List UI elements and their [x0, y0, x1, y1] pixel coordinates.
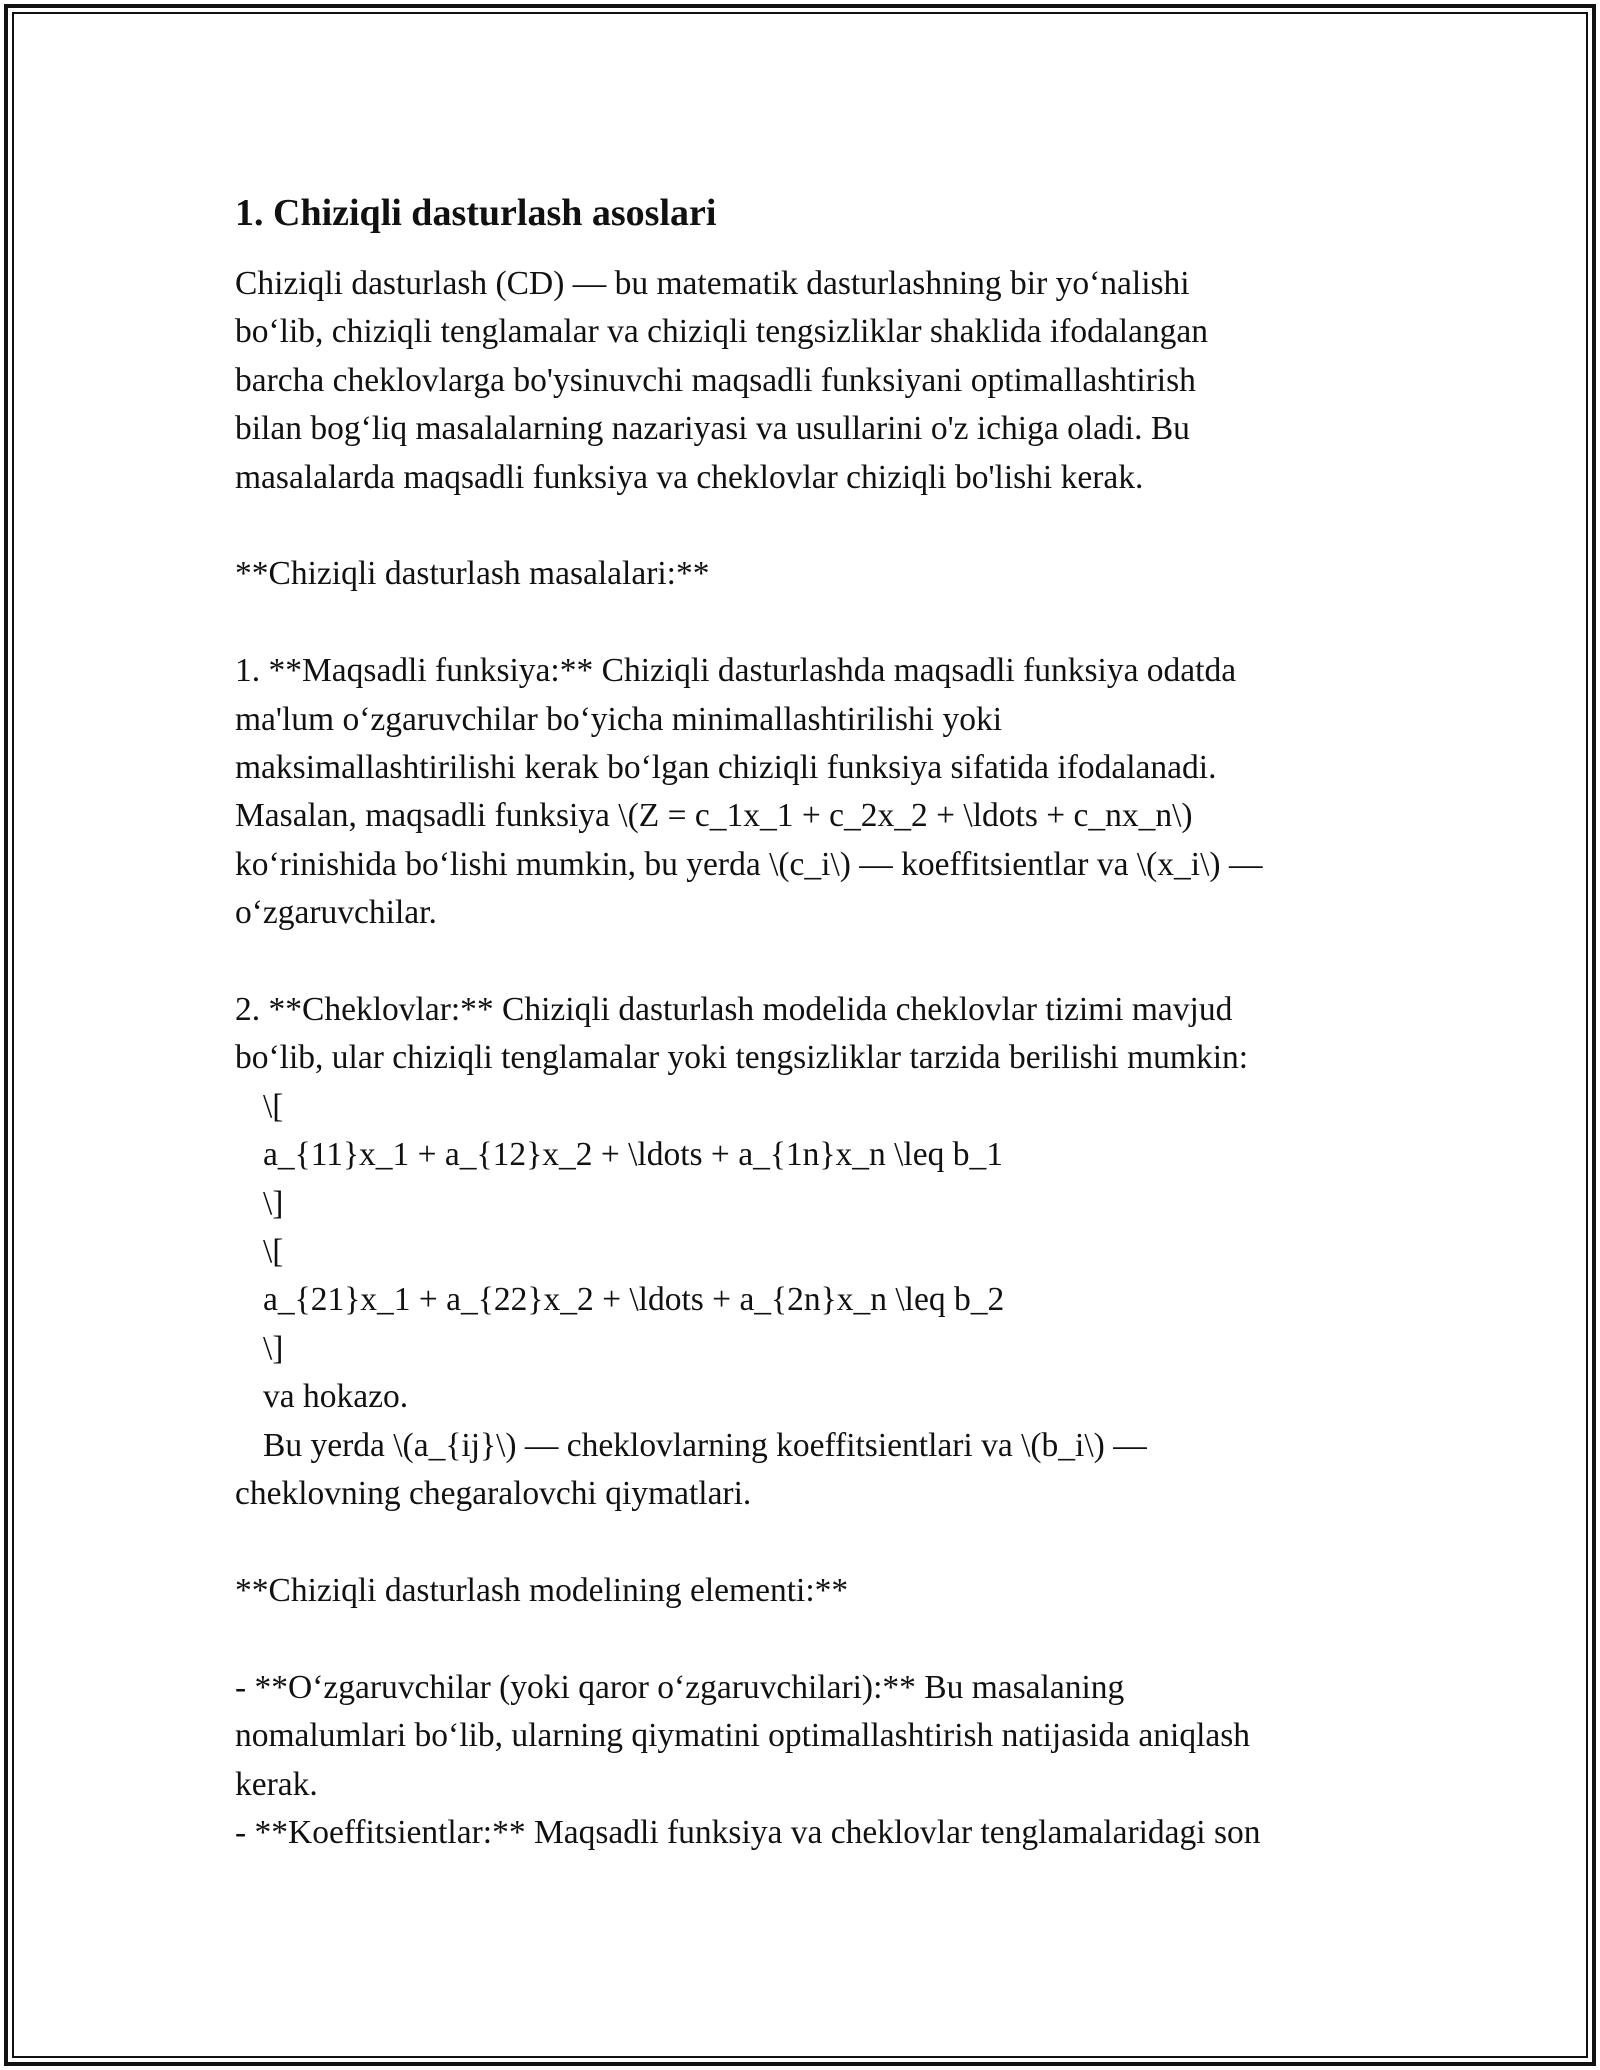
item-line: maksimallashtirilishi kerak bo‘lgan chiziqli funksiya sifatida ifodalanadi.	[235, 749, 1217, 787]
formula-line: \[	[263, 1087, 284, 1125]
item-line: ko‘rinishida bo‘lishi mumkin, bu yerda \(c_i\) — koeffitsientlar va \(x_i\) —	[235, 845, 1263, 883]
formula-line: va hokazo.	[263, 1378, 409, 1416]
formula-line: a_{11}x_1 + a_{12}x_2 + \ldots + a_{1n}x_n \leq b_1	[263, 1136, 1003, 1174]
intro-line: bilan bog‘liq masalalarning nazariyasi va usullarini o'z ichiga oladi. Bu	[235, 410, 1190, 448]
spacer	[235, 1615, 1365, 1663]
bullet-line: - **Koeffitsientlar:** Maqsadli funksiya va cheklovlar tenglamalaridagi son	[235, 1813, 1261, 1851]
list-item-constraints	[235, 986, 1365, 1518]
bullet-line: - **O‘zgaruvchilar (yoki qaror o‘zgaruvchilari):** Bu masalaning	[235, 1668, 1125, 1706]
intro-line: masalalarda maqsadli funksiya va cheklovlar chiziqli bo'lishi kerak.	[235, 458, 1144, 496]
formula-line: \]	[263, 1184, 284, 1222]
document-body	[235, 188, 1365, 1857]
section-heading-model-elements: **Chiziqli dasturlash modelining elementi:**	[235, 1571, 849, 1609]
intro-line: bo‘lib, chiziqli tenglamalar va chiziqli tengsizliklar shaklida ifodalangan	[235, 313, 1209, 351]
item-line: 1. **Maqsadli funksiya:** Chiziqli dasturlashda maqsadli funksiya odatda	[235, 652, 1237, 690]
page-title: 1. Chiziqli dasturlash asoslari	[235, 192, 717, 234]
item-line: Masalan, maqsadli funksiya \(Z = c_1x_1 + c_2x_2 + \ldots + c_nx_n\)	[235, 797, 1193, 835]
formula-line: Bu yerda \(a_{ij}\) — cheklovlarning koeffitsientlari va \(b_i\) —	[263, 1426, 1147, 1464]
formula-line: a_{21}x_1 + a_{22}x_2 + \ldots + a_{2n}x_n \leq b_2	[263, 1281, 1005, 1319]
formula-line: \]	[263, 1329, 284, 1367]
spacer	[235, 502, 1365, 550]
constraint-formulas	[235, 1083, 1365, 1470]
list-item-objective-function	[235, 647, 1365, 937]
formula-line: \[	[263, 1233, 284, 1271]
item-line: cheklovning chegaralovchi qiymatlari.	[235, 1475, 752, 1513]
spacer	[235, 599, 1365, 647]
item-line: bo‘lib, ular chiziqli tenglamalar yoki tengsizliklar tarzida berilishi mumkin:	[235, 1039, 1249, 1077]
item-line: ma'lum o‘zgaruvchilar bo‘yicha minimallashtirilishi yoki	[235, 700, 1003, 738]
intro-line: barcha cheklovlarga bo'ysinuvchi maqsadli funksiyani optimallashtirish	[235, 361, 1196, 399]
bullet-item-coefficients	[235, 1809, 1365, 1857]
intro-paragraph	[235, 260, 1365, 502]
bullet-line: kerak.	[235, 1765, 318, 1803]
item-line: o‘zgaruvchilar.	[235, 894, 437, 932]
item-line: 2. **Cheklovlar:** Chiziqli dasturlash modelida cheklovlar tizimi mavjud	[235, 991, 1233, 1029]
bullet-item-variables	[235, 1664, 1365, 1809]
bullet-line: nomalumlari bo‘lib, ularning qiymatini optimallashtirish natijasida aniqlash	[235, 1717, 1251, 1755]
intro-line: Chiziqli dasturlash (CD) — bu matematik dasturlashning bir yo‘nalishi	[235, 265, 1190, 302]
spacer	[235, 1519, 1365, 1567]
spacer	[235, 938, 1365, 986]
section-heading-problems: **Chiziqli dasturlash masalalari:**	[235, 555, 710, 593]
